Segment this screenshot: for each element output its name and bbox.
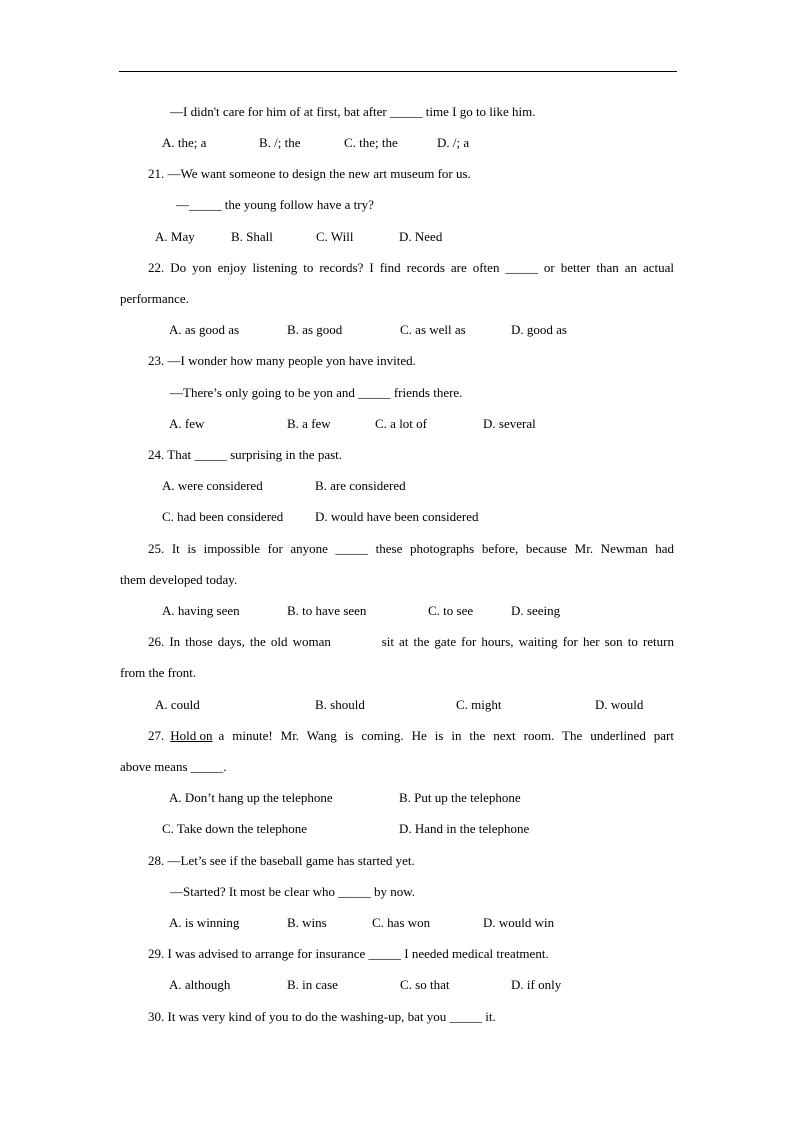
q23-option-c: C. a lot of (375, 416, 427, 431)
q29-option-d: D. if only (511, 977, 562, 992)
header-rule (119, 71, 677, 72)
q28-stem: 28. —Let’s see if the baseball game has started yet. (148, 853, 415, 868)
q21-option-c: C. Will (316, 229, 354, 244)
q23-option-a: A. few (169, 416, 205, 431)
q21-option-b: B. Shall (231, 229, 273, 244)
q27-option-d: D. Hand in the telephone (399, 821, 530, 836)
q26-option-a: A. could (155, 697, 200, 712)
q26-option-b: B. should (315, 697, 365, 712)
q26-option-d: D. would (595, 697, 644, 712)
q26-option-c: C. might (456, 697, 502, 712)
q28-option-b: B. wins (287, 915, 327, 930)
q23-stem: 23. —I wonder how many people yon have invited. (148, 353, 416, 368)
q22-option-c: C. as well as (400, 322, 466, 337)
q24-option-c: C. had been considered (162, 509, 284, 524)
q21-dialog: —_____ the young follow have a try? (176, 197, 374, 212)
q28-dialog: —Started? It most be clear who _____ by now. (170, 884, 416, 899)
q20-option-b: B. /; the (259, 135, 301, 150)
q22-option-b: B. as good (287, 322, 343, 337)
q29-option-c: C. so that (400, 977, 450, 992)
q27-option-c: C. Take down the telephone (162, 821, 308, 836)
q22-stem-cont: performance. (120, 291, 189, 306)
q27-stem (148, 728, 674, 744)
q27-number: 27. (148, 728, 165, 743)
q27-stem-rest: a minute! Mr. Wang is coming. He is in the next room. The underlined part (218, 728, 674, 743)
q21-option-a: A. May (155, 229, 195, 244)
q27-option-b: B. Put up the telephone (399, 790, 521, 805)
q26-stem: 26. In those days, the old woman sit at the gate for hours, waiting for her son to return (148, 634, 674, 649)
q29-stem: 29. I was advised to arrange for insurance _____ I needed medical treatment. (148, 946, 549, 961)
q23-dialog: —There’s only going to be yon and _____ friends there. (170, 385, 463, 400)
q28-option-c: C. has won (372, 915, 431, 930)
q22-stem: 22. Do yon enjoy listening to records? I find records are often _____ or better than an actual (148, 260, 674, 275)
q24-stem: 24. That _____ surprising in the past. (148, 447, 343, 462)
q24-option-d: D. would have been considered (315, 509, 479, 524)
q20-dialog: —I didn't care for him of at first, bat after _____ time I go to like him. (170, 104, 536, 119)
q25-option-b: B. to have seen (287, 603, 367, 618)
q22-option-d: D. good as (511, 322, 567, 337)
q25-option-a: A. having seen (162, 603, 240, 618)
q20-option-a: A. the; a (162, 135, 207, 150)
q22-option-a: A. as good as (169, 322, 240, 337)
q27-option-a: A. Don’t hang up the telephone (169, 790, 333, 805)
q20-option-c: C. the; the (344, 135, 398, 150)
q24-option-a: A. were considered (162, 478, 263, 493)
q25-option-d: D. seeing (511, 603, 561, 618)
q26-stem-cont: from the front. (120, 665, 197, 680)
q30-stem: 30. It was very kind of you to do the washing-up, bat you _____ it. (148, 1009, 496, 1024)
q27-underlined-phrase: Hold on (170, 728, 213, 743)
q21-option-d: D. Need (399, 229, 443, 244)
q29-option-a: A. although (169, 977, 231, 992)
q25-stem: 25. It is impossible for anyone _____ these photographs before, because Mr. Newman had (148, 541, 674, 556)
q28-option-d: D. would win (483, 915, 555, 930)
q28-option-a: A. is winning (169, 915, 240, 930)
q21-stem: 21. —We want someone to design the new art museum for us. (148, 166, 471, 181)
q23-option-d: D. several (483, 416, 536, 431)
q25-option-c: C. to see (428, 603, 474, 618)
q23-option-b: B. a few (287, 416, 331, 431)
q24-option-b: B. are considered (315, 478, 406, 493)
q27-stem-cont: above means _____. (120, 759, 227, 774)
q20-option-d: D. /; a (437, 135, 470, 150)
q25-stem-cont: them developed today. (120, 572, 238, 587)
q29-option-b: B. in case (287, 977, 338, 992)
